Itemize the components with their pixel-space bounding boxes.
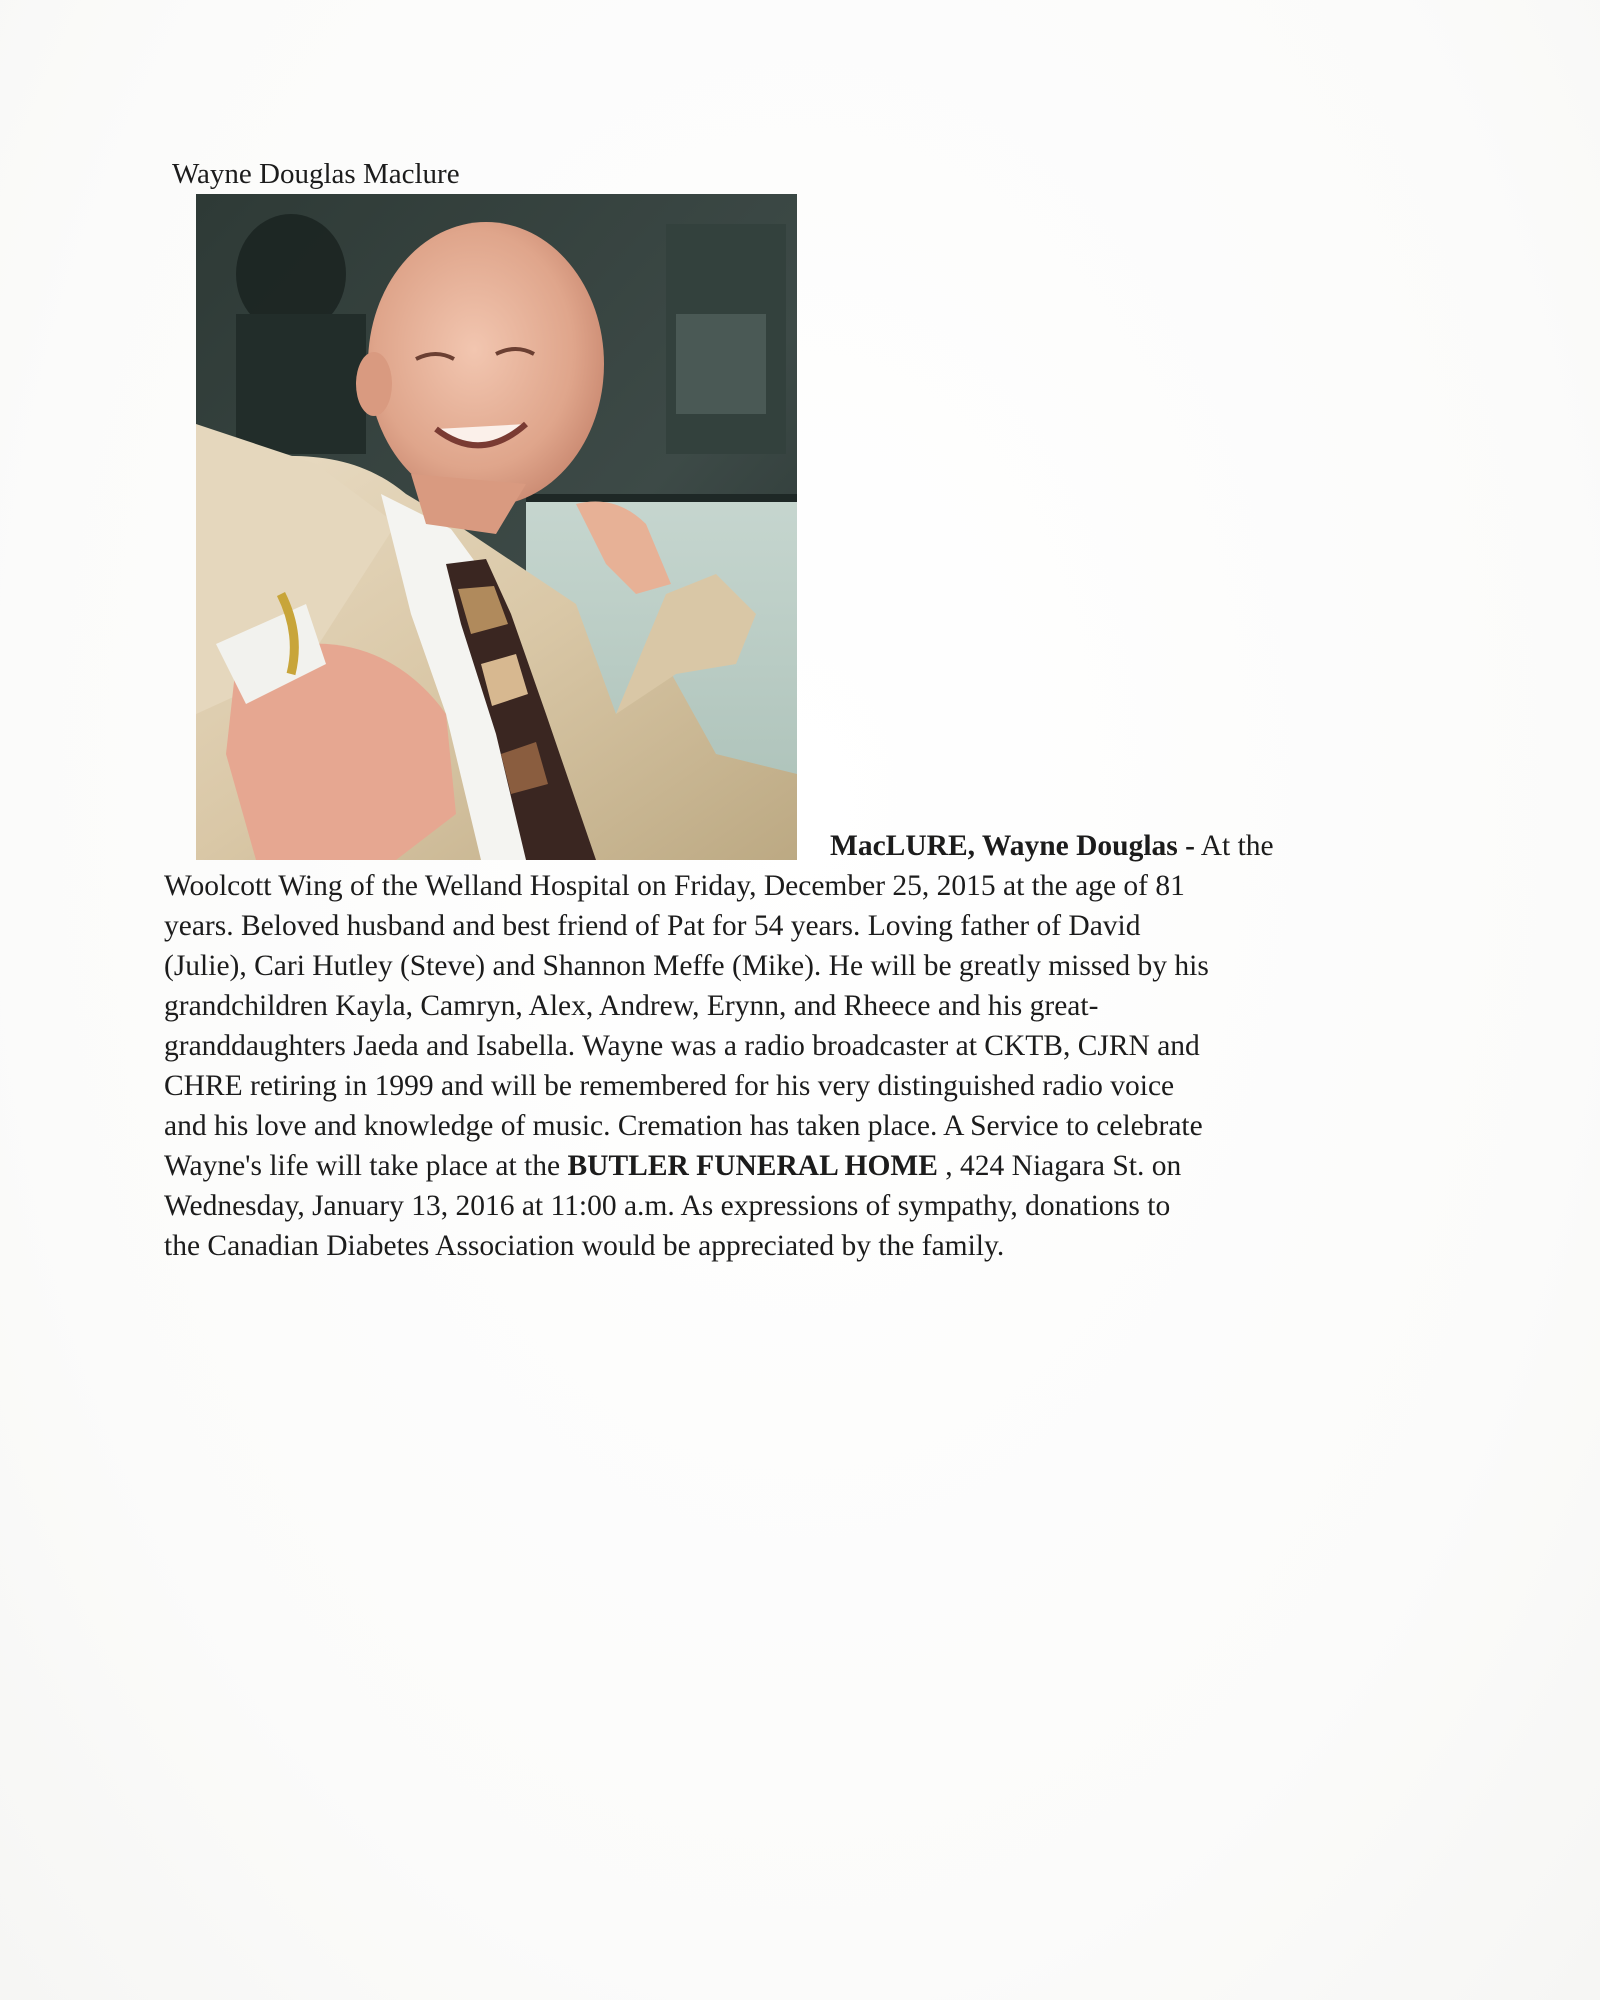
funeral-home-name: BUTLER FUNERAL HOME (567, 1150, 938, 1182)
obituary-line-10: Wednesday, January 13, 2016 at 11:00 a.m. As expressions of sympathy, donations to (164, 1190, 1171, 1222)
obituary-line-6: granddaughters Jaeda and Isabella. Wayne was a radio broadcaster at CKTB, CJRN and (164, 1030, 1200, 1062)
obituary-line-1 (164, 826, 1354, 866)
deceased-name-heading: MacLURE, Wayne Douglas - (830, 830, 1195, 862)
obituary-line-7: CHRE retiring in 1999 and will be remembered for his very distinguished radio voice (164, 1070, 1175, 1102)
obituary-line-5: grandchildren Kayla, Camryn, Alex, Andrew, Erynn, and Rheece and his great- (164, 990, 1099, 1022)
obituary-line-2: Woolcott Wing of the Welland Hospital on Friday, December 25, 2015 at the age of 81 (164, 870, 1185, 902)
obituary-line-4: (Julie), Cari Hutley (Steve) and Shannon Meffe (Mike). He will be greatly missed by his (164, 950, 1209, 982)
photo-caption: Wayne Douglas Maclure (172, 158, 460, 190)
portrait-photo (196, 194, 797, 860)
obituary-text-segment: At the (1194, 830, 1274, 862)
obituary-line-8: and his love and knowledge of music. Cremation has taken place. A Service to celebrate (164, 1110, 1203, 1142)
obituary-text-segment: , 424 Niagara St. on (937, 1150, 1182, 1182)
obituary-text (164, 826, 1354, 1266)
obituary-line-11: the Canadian Diabetes Association would be appreciated by the family. (164, 1230, 1005, 1262)
obituary-line-9 (164, 1146, 1354, 1186)
obituary-text-segment: Wayne's life will take place at the (164, 1150, 568, 1182)
obituary-line-3: years. Beloved husband and best friend of Pat for 54 years. Loving father of David (164, 910, 1141, 942)
